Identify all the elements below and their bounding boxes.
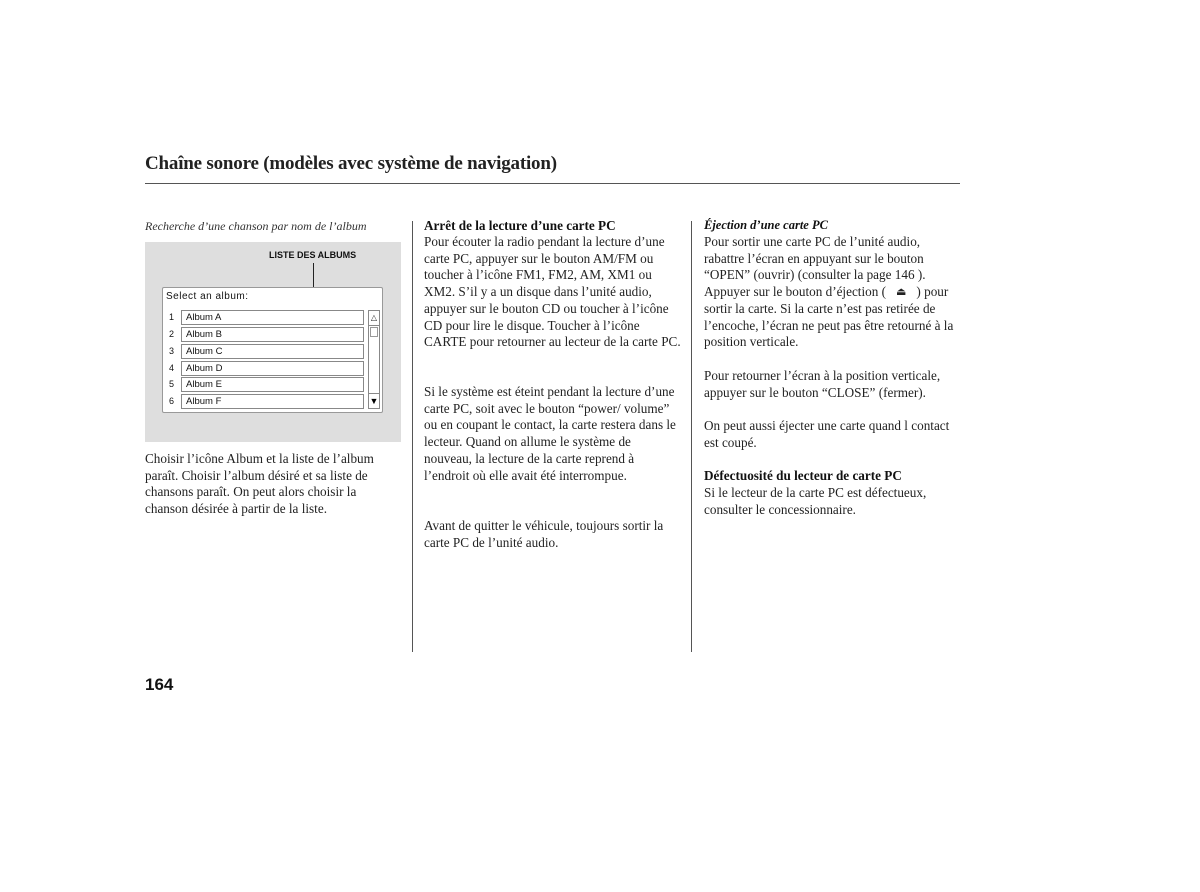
album-list-item[interactable] xyxy=(163,310,368,326)
section-heading-pc-card-malfunction: Défectuosité du lecteur de carte PC xyxy=(704,468,902,483)
album-name: Album D xyxy=(186,363,223,374)
title-rule xyxy=(145,183,960,184)
paragraph: Avant de quitter le véhicule, toujours sortir la carte PC de l’unité audio. xyxy=(424,518,664,550)
album-button[interactable] xyxy=(181,394,364,409)
album-button[interactable] xyxy=(181,377,364,392)
scroll-thumb[interactable] xyxy=(370,327,378,337)
album-name: Album C xyxy=(186,346,223,357)
figure-label: LISTE DES ALBUMS xyxy=(269,250,357,260)
album-select-prompt: Select an album: xyxy=(166,291,249,302)
paragraph: Pour retourner l’écran à la position verticale, appuyer sur le bouton “CLOSE” (fermer). xyxy=(704,368,941,400)
album-number: 1 xyxy=(169,312,175,322)
column-divider-2 xyxy=(691,221,692,652)
album-select-screen xyxy=(162,287,383,413)
album-button[interactable] xyxy=(181,344,364,359)
paragraph: On peut aussi éjecter une carte quand l contact est coupé. xyxy=(704,418,950,450)
album-instructions: Choisir l’icône Album et la liste de l’album paraît. Choisir l’album désiré et sa liste de chansons paraît. On peut alors choisir la chanson désirée à partir de la liste. xyxy=(145,451,374,517)
section-heading-eject-pc-card: Éjection d’une carte PC xyxy=(704,218,828,232)
album-name: Album A xyxy=(186,312,222,323)
paragraph: Pour écouter la radio pendant la lecture d’une carte PC, appuyer sur le bouton AM/FM ou toucher à l’icône FM1, FM2, AM, XM1 ou XM2. S’il y a un disque dans l’unité audio, appuyer sur le bouton CD ou toucher à l’icône CD pour lire le disque. Toucher à l’icône CARTE pour retourner au lecteur de la carte PC. xyxy=(424,234,681,350)
paragraph: Si le système est éteint pendant la lecture d’une carte PC, soit avec le bouton “power/ volume” ou en coupant le contact, la carte restera dans le lecteur. Quand on allume le système de nouveau, la lecture de la carte reprend à l’endroit où elle avait été interrompue. xyxy=(424,384,676,483)
album-number: 4 xyxy=(169,363,175,373)
album-name: Album B xyxy=(186,329,222,340)
album-number: 3 xyxy=(169,346,175,356)
album-number: 6 xyxy=(169,396,175,406)
album-name: Album E xyxy=(186,379,222,390)
eject-text-end: ) pour sortir la carte. Si la carte n’est pas retirée de l’encoche, l’écran ne peut pas être retourné à la position verticale. xyxy=(704,284,954,350)
album-number: 5 xyxy=(169,379,175,389)
eject-icon: ⏏ xyxy=(896,285,907,299)
paragraph-eject xyxy=(704,234,959,351)
album-list-item[interactable] xyxy=(163,327,368,343)
album-button[interactable] xyxy=(181,361,364,376)
album-list-scrollbar[interactable] xyxy=(368,310,380,409)
scroll-up-arrow-icon[interactable]: △ xyxy=(369,311,379,326)
figure-caption: Recherche d’une chanson par nom de l’album xyxy=(145,219,367,233)
page-number: 164 xyxy=(145,675,174,694)
album-list-figure xyxy=(145,242,401,442)
album-button[interactable] xyxy=(181,327,364,342)
album-button[interactable] xyxy=(181,310,364,325)
paragraph: Si le lecteur de la carte PC est défectueux, consulter le concessionnaire. xyxy=(704,485,927,517)
album-number: 2 xyxy=(169,329,175,339)
album-list-item[interactable] xyxy=(163,394,368,410)
album-name: Album F xyxy=(186,396,222,407)
page-title: Chaîne sonore (modèles avec système de navigation) xyxy=(145,153,557,174)
scroll-down-arrow-icon[interactable]: ▼ xyxy=(369,393,379,408)
album-list-item[interactable] xyxy=(163,377,368,393)
album-list-item[interactable] xyxy=(163,361,368,377)
section-heading-stop-pc-card: Arrêt de la lecture d’une carte PC xyxy=(424,218,616,233)
eject-text-start: Pour sortir une carte PC de l’unité audio, rabattre l’écran en appuyant sur le bouton “OPEN” (ouvrir) (consulter la page 146 ). Appuyer sur le bouton d’éjection ( xyxy=(704,234,926,300)
album-list-item[interactable] xyxy=(163,344,368,360)
column-divider-1 xyxy=(412,221,413,652)
